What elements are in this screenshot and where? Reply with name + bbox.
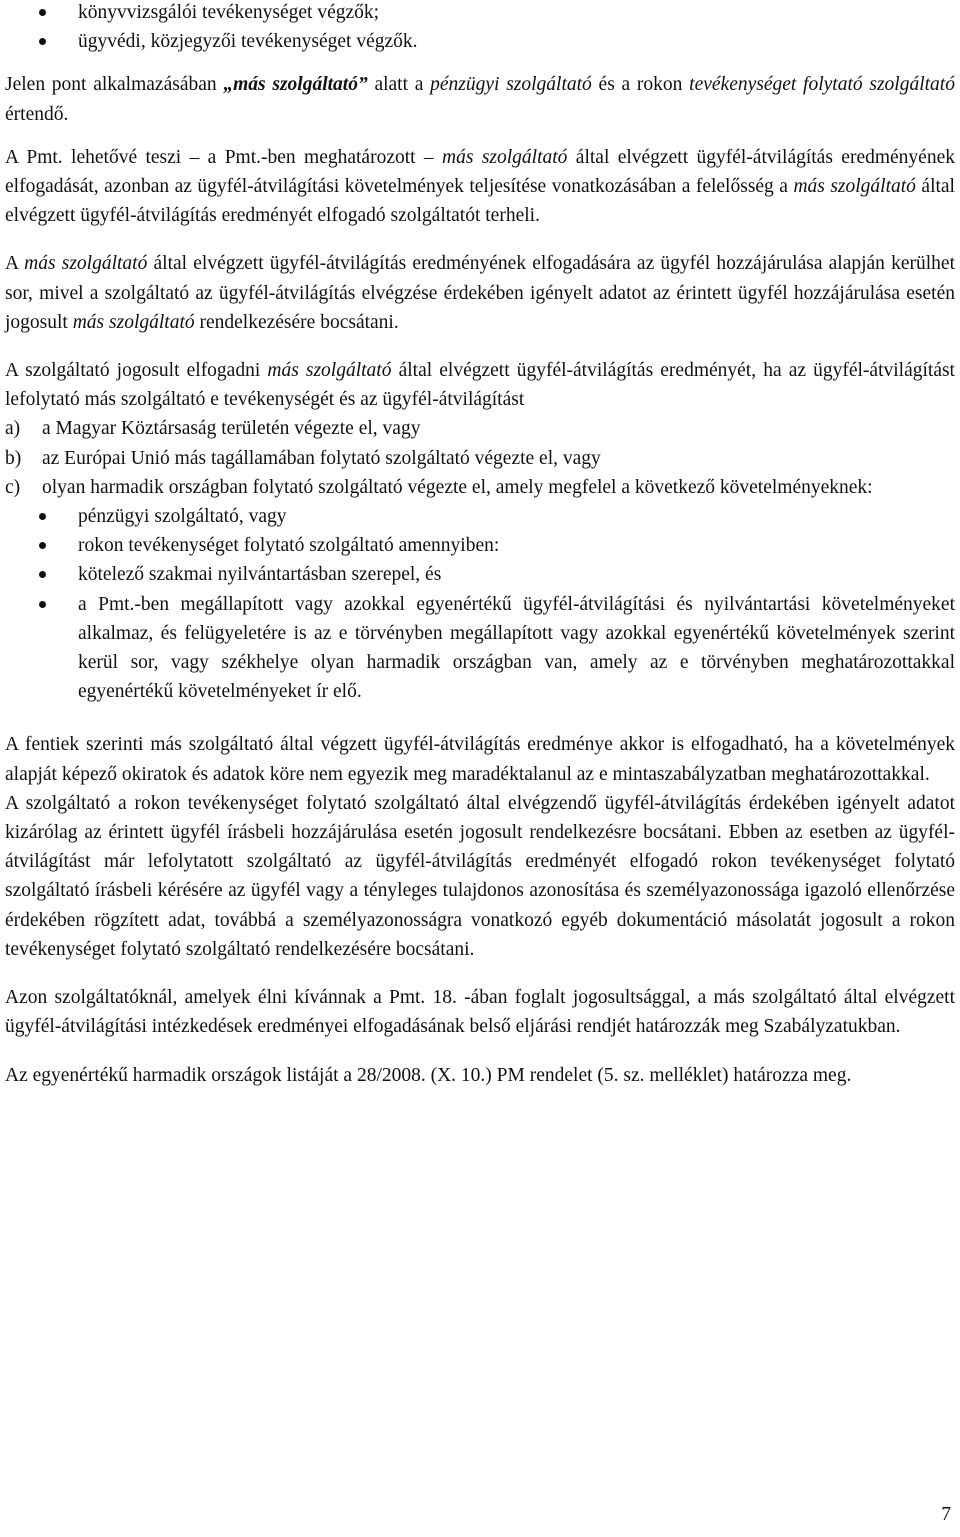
paragraph-definition: Jelen pont alkalmazásában „más szolgáltató” alatt a pénzügyi szolgáltató és a rokon tevékenységet folytató szolgáltató értendő. — [5, 74, 955, 125]
list-item: könyvvizsgálói tevékenységet végzők; — [5, 0, 955, 27]
list-item: a Pmt.-ben megállapított vagy azokkal egyenértékű ügyfél-átvilágítási és nyilvántartási követelményeket alkalmaz, és felügyeletére is az e törvényben megállapított vagy azokkal egyenértékű követelmények szerint kerül sor, vagy székhelye olyan harmadik országban van, amely az e törvényben meghatározottakkal egyenértékű követelményeket ír elő. — [5, 590, 955, 707]
list-item: pénzügyi szolgáltató, vagy — [5, 502, 955, 531]
paragraph-related-activity: A szolgáltató a rokon tevékenységet folytató szolgáltató által elvégzendő ügyfél-átvilágítás érdekében igényelt adatot kizárólag az érintett ügyfél írásbeli hozzájárulása esetén jogosult rendelkezésre bocsátani. Ebben az esetben az ügyfél-átvilágítást már lefolytatott szolgáltató az ügyfél-átvilágítás eredményét elfogadó rokon tevékenységet folytató szolgáltató írásbeli kérésére az ügyfél vagy a tényleges tulajdonos azonosítása és személyazonossága igazoló ellenőrzése érdekében rögzített adat, továbbá a személyazonosságra vonatkozó egyéb dokumentáció másolatát jogosult a rokon tevékenységet folytató szolgáltató rendelkezésére bocsátani. — [5, 792, 955, 960]
paragraph-internal-procedure: Azon szolgáltatóknál, amelyek élni kívánnak a Pmt. 18. -ában foglalt jogosultsággal, a más szolgáltató által elvégzett ügyfél-átvilágítási intézkedések eredményei elfogadásának belső eljárási rendjét határozzák meg Szabályzatukban. — [5, 987, 955, 1038]
list-item: a) a Magyar Köztársaság területén végezte el, vagy — [5, 418, 421, 440]
list-item: b) az Európai Unió más tagállamában folytató szolgáltató végezte el, vagy — [5, 447, 601, 469]
list-item: kötelező szakmai nyilvántartásban szerepel, és — [5, 560, 955, 589]
list-item: c) olyan harmadik országban folytató szolgáltató végezte el, amely megfelel a következő követelményeknek: — [5, 476, 873, 498]
document-page — [5, 0, 955, 1090]
conditions-list — [5, 414, 955, 502]
paragraph-partial-match: A fentiek szerinti más szolgáltató által végzett ügyfél-átvilágítás eredménye akkor is elfogadható, ha a követelmények alapját képező okiratok és adatok köre nem egyezik meg maradéktalanul az e mintaszabályzatban meghatározottakkal. — [5, 734, 955, 785]
page-number: 7 — [941, 1504, 951, 1525]
paragraph-client-consent: A más szolgáltató által elvégzett ügyfél-átvilágítás eredményének elfogadására az ügyfél hozzájárulása alapján kerülhet sor, mivel a szolgáltató az ügyfél-átvilágítás elvégzése érdekében igényelt adatot az érintett ügyfél hozzájárulása esetén jogosult más szolgáltató rendelkezésére bocsátani. — [5, 253, 955, 333]
paragraph-conditions: A szolgáltató jogosult elfogadni más szolgáltató által elvégzett ügyfél-átvilágítás eredményét, ha az ügyfél-átvilágítást lefolytató más szolgáltató e tevékenységét és az ügyfél-átvilágítást — [5, 360, 955, 411]
paragraph-pmt-acceptance: A Pmt. lehetővé teszi – a Pmt.-ben meghatározott – más szolgáltató által elvégzett ügyfél-átvilágítás eredményének elfogadását, azonban az ügyfél-átvilágítási követelmények teljesítése vonatkozásában a felelősség a más szolgáltató által elvégzett ügyfél-átvilágítás eredményét elfogadó szolgáltatót terheli. — [5, 146, 955, 227]
list-item: ügyvédi, közjegyzői tevékenységet végzők. — [5, 27, 955, 56]
paragraph-third-countries: Az egyenértékű harmadik országok listáját a 28/2008. (X. 10.) PM rendelet (5. sz. melléklet) határozza meg. — [5, 1064, 852, 1086]
top-bullet-list — [5, 0, 955, 56]
list-item: rokon tevékenységet folytató szolgáltató amennyiben: — [5, 531, 955, 560]
requirements-bullet-list — [5, 502, 955, 706]
